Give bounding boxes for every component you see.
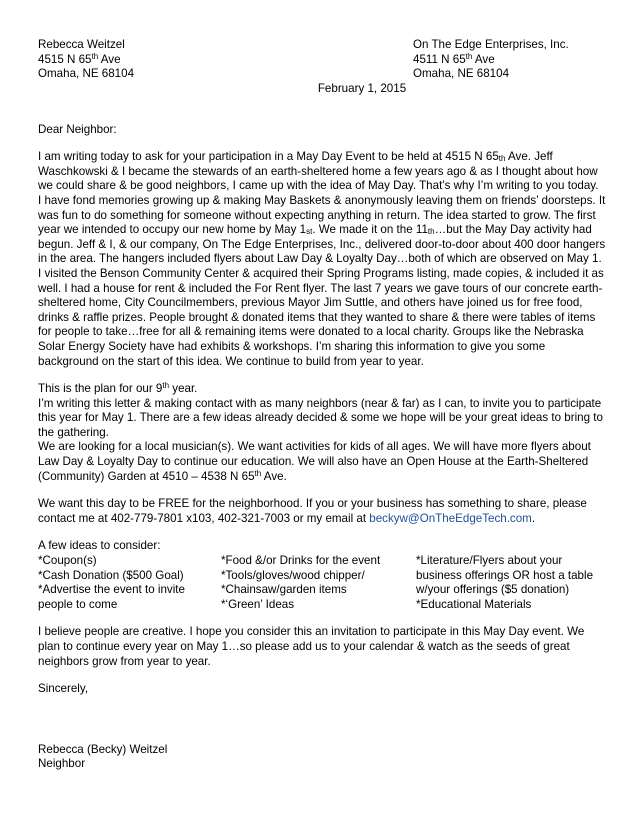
list-item: *Chainsaw/garden items [221,583,347,597]
paragraph-invite: I’m writing this letter & making contact with as many neighbors (near & far) as I can, to invite you to participate this year for May 1. There are a few ideas already decided & some we hope will be your great ideas to bring to the gathering. [38,396,603,439]
paragraph-plan: This is the plan for our 9th year. [38,381,198,396]
ideas-heading: A few ideas to consider: [38,539,161,553]
sender-address [38,38,134,82]
list-item: business offerings OR host a table [416,568,594,582]
list-item: *Coupon(s) [38,554,97,568]
list-item: *Advertise the event to invite [38,583,185,597]
paragraph-activities: We are looking for a local musician(s). We want activities for kids of all ages. We will have more flyers about Law Day & Loyalty Day to continue our education. We will also have an Open House at the Earth-Sheltered (Community) Garden at 4510 – 4538 N 65th Ave. [38,440,591,483]
sender-city: Omaha, NE 68104 [38,67,135,81]
salutation: Dear Neighbor: [38,122,117,136]
letter-date: February 1, 2015 [317,82,407,95]
signature-name: Rebecca (Becky) Weitzel [38,742,168,756]
ideas-column-2 [221,554,416,612]
email-link[interactable]: beckyw@OnTheEdgeTech.com [369,511,532,525]
list-item: *Food &/or Drinks for the event [221,554,381,568]
list-item: people to come [38,597,118,611]
sender-street: 4515 N 65th Ave [38,51,121,66]
paragraph-intro: I am writing today to ask for your participation in a May Day Event to be held at 4515 N $65_{th}$ Ave. Jeff Waschkowski & I became the stewards of an earth-sheltered home a few years ago & as I thought about how we could share & be good neighbors, I came up with the idea of May Day. That’s why I’m writing to you today. [38,150,599,193]
paragraph-contact: We want this day to be FREE for the neighborhood. If you or your business has something to share, please contact me at 402-779-7801 x103, 402-321-7003 or my email at beckyw@OnTheEdgeTech.com. [38,497,587,525]
signature-title: Neighbor [38,757,86,771]
ideas-column-3 [416,554,606,612]
letter-header [38,38,606,82]
list-item: *Tools/gloves/wood chipper/ [221,568,365,582]
list-item: w/your offerings ($5 donation) [416,583,570,597]
company-street: 4511 N 65th Ave [413,51,495,66]
list-item: *‘Green’ Ideas [221,597,295,611]
sender-name: Rebecca Weitzel [38,38,125,51]
closing: Sincerely, [38,682,89,696]
letter-page [38,38,606,772]
ideas-column-1 [38,554,221,612]
paragraph-closing: I believe people are creative. I hope you consider this an invitation to participate in this May Day event. We plan to continue every year on May 1…so please add us to your calendar & watch as the seeds of great neighbors grow from year to year. [38,625,585,668]
company-address [413,38,569,82]
list-item: *Educational Materials [416,597,532,611]
company-name: On The Edge Enterprises, Inc. [413,38,569,51]
company-city: Omaha, NE 68104 [413,67,510,81]
list-item: *Cash Donation ($500 Goal) [38,568,184,582]
ideas-list [38,554,606,612]
list-item: *Literature/Flyers about your [416,554,563,568]
paragraph-history: I have fond memories growing up & making May Baskets & anonymously leaving them on friends’ doorsteps. It was fun to do something for someone without expecting anything in return. The idea started to grow. The first year we intended to occupy our new home by May $1_{st}$. We made it on the $11_{th}\dots but$ the May Day activity had begun. Jeff & I, & our company, On The Edge Enterprises, Inc., delivered door-to-door about 400 door hangers in the area. The hangers included flyers about Law Day & Loyalty Day…both of which are observed on May 1. I visited the Benson Community Center & acquired their Spring Programs listing, made copies, & included it as well. I had a house for rent & included the For Rent flyer. The last 7 years we gave tours of our concrete earth-sheltered home, City Councilmembers, previous Mayor Jim Suttle, and others have joined us for free food, drinks & raffle prizes. People brought & donated items that they wanted to share & there were tables of items for people to take…free for all & remaining items were donated to a local charity. Groups like the Nebraska Solar Energy Society have had exhibits & workshops. I’m sharing this information to give you some background on the start of this idea. We continue to build from year to year. [38,193,606,368]
